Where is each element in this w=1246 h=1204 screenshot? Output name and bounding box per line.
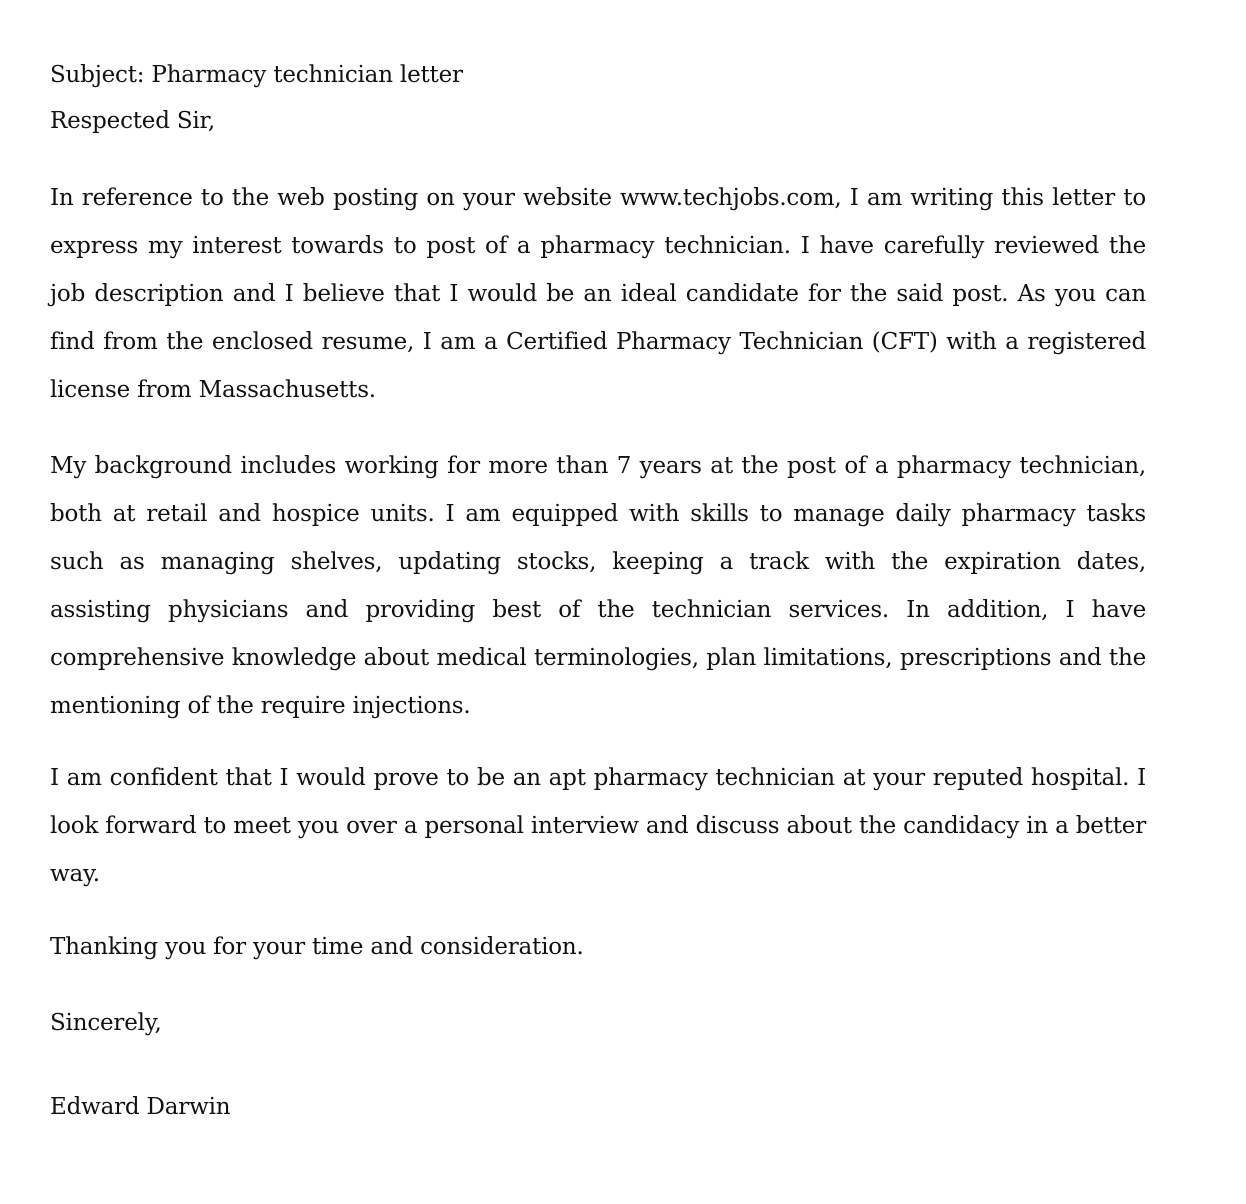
letter-closing: Sincerely,: [50, 1010, 162, 1036]
letter-document: [50, 52, 1146, 1130]
letter-paragraph-confidence: I am confident that I would prove to be an apt pharmacy technician at your reputed hospital. I look forward to meet you over a personal interview and discuss about the candidacy in a better way.: [50, 765, 1146, 887]
letter-paragraph-reference: In reference to the web posting on your website www.techjobs.com, I am writing this letter to express my interest towards to post of a pharmacy technician. I have carefully reviewed the job description and I believe that I would be an ideal candidate for the said post. As you can find from the enclosed resume, I am a Certified Pharmacy Technician (CFT) with a registered license from Massachusetts.: [50, 185, 1146, 403]
letter-salutation: Respected Sir,: [50, 108, 215, 134]
letter-subject: Subject: Pharmacy technician letter: [50, 62, 463, 88]
letter-thanks: Thanking you for your time and consideration.: [50, 934, 584, 960]
letter-signature: Edward Darwin: [50, 1094, 231, 1120]
letter-paragraph-background: My background includes working for more than 7 years at the post of a pharmacy technician, both at retail and hospice units. I am equipped with skills to manage daily pharmacy tasks such as managing shelves, updating stocks, keeping a track with the expiration dates, assisting physicians and providing best of the technician services. In addition, I have comprehensive knowledge about medical terminologies, plan limitations, prescriptions and the mentioning of the require injections.: [50, 453, 1146, 719]
